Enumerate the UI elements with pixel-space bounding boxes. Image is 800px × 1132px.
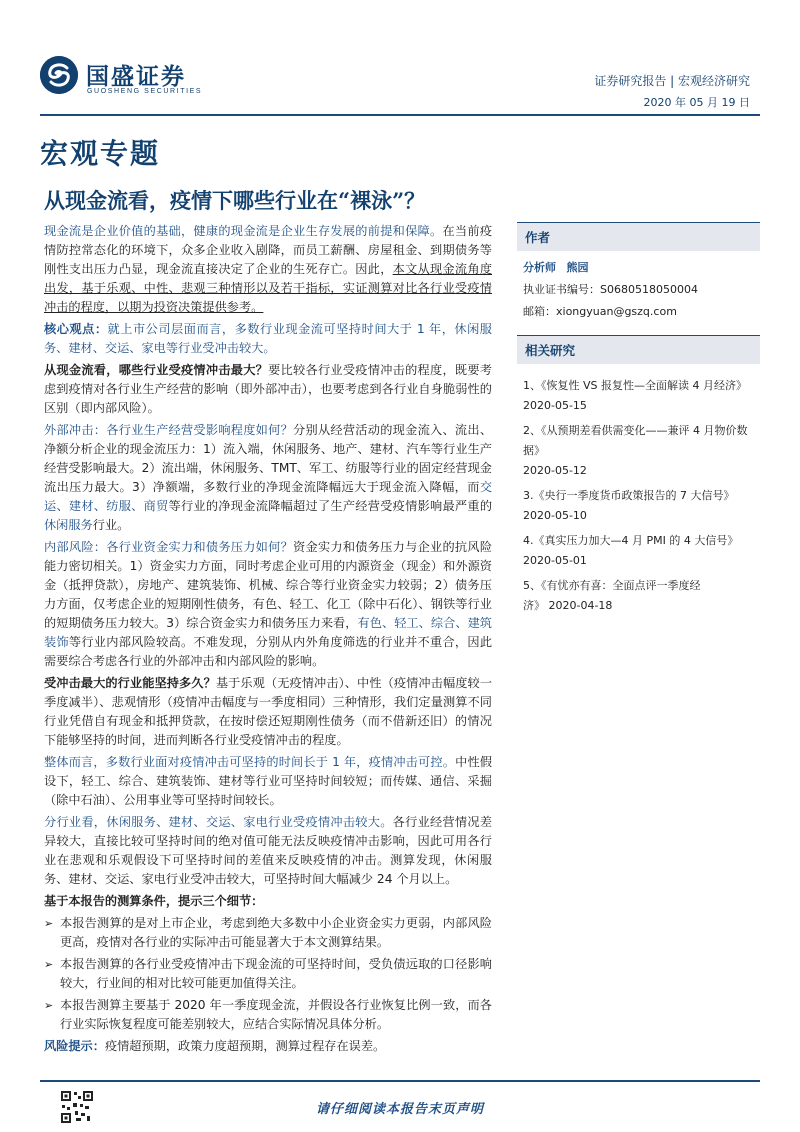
paragraph-2-text-2: 等行业的净现金流降幅超过了生产经营受疫情影响最严重的 <box>168 499 493 513</box>
header-divider <box>40 114 760 116</box>
related-report[interactable] <box>517 531 760 571</box>
footer-divider <box>40 1080 760 1082</box>
arrow-bullet-icon: ➢ <box>44 917 54 930</box>
paragraph-3 <box>44 538 492 671</box>
intro-underlined: 本文从现金流角度出发，基于乐观、中性、悲观三种情形以及若干指标，实证测算对比各行业受疫情冲击的程度，以期为投资决策提供参考。 <box>44 262 493 314</box>
note-text: 本报告测算的是对上市企业，考虑到绝大多数中小企业资金实力更弱，内部风险更高，疫情对各行业的实际冲击可能显著大于本文测算结果。 <box>60 916 492 949</box>
related-heading: 相关研究 <box>517 336 760 364</box>
paragraph-1-text: 要比较各行业受疫情冲击的程度，既要考虑到疫情对各行业生产经营的影响（即外部冲击），也要考虑到各行业自身脆弱性的区别（即内部风险）。 <box>44 363 493 415</box>
related-date: 2020-05-15 <box>523 399 587 412</box>
related-list <box>517 376 760 616</box>
risk-label: 风险提示： <box>44 1039 105 1053</box>
list-item <box>44 996 492 1034</box>
risk-note <box>44 1037 492 1056</box>
paragraph-2-question: 外部冲击：各行业生产经营受影响程度如何？ <box>44 423 294 437</box>
paragraph-4 <box>44 674 492 750</box>
main-content <box>44 222 492 1059</box>
paragraph-3-question: 内部风险：各行业资金实力和债务压力如何？ <box>44 540 294 554</box>
related-title[interactable]: 3.《央行一季度货币政策报告的 7 大信号》 <box>523 489 735 502</box>
cert-label: 执业证书编号： <box>523 283 600 296</box>
paragraph-2-text-3: 行业。 <box>92 518 130 532</box>
related-report[interactable] <box>517 576 760 616</box>
cert-number: S0680518050004 <box>600 283 698 296</box>
related-date: 2020-05-10 <box>523 509 587 522</box>
risk-text: 疫情超预期，政策力度超预期，测算过程存在误差。 <box>104 1039 386 1053</box>
note-text: 本报告测算主要基于 2020 年一季度现金流，并假设各行业恢复比例一致，而各行业实际恢复程度可能差别较大，应结合实际情况具体分析。 <box>60 998 492 1031</box>
core-text: 就上市公司层面而言，多数行业现金流可坚持时间大于 1 年，休闲服务、建材、交运、家电等行业受冲击较大。 <box>44 322 492 355</box>
arrow-bullet-icon: ➢ <box>44 958 54 971</box>
sidebar <box>517 222 760 621</box>
footer-disclaimer: 请仔细阅读本报告末页声明 <box>315 1102 484 1117</box>
paragraph-3-text-2: 等行业内部风险较高。不难发现，分别从内外角度筛选的行业并不重合，因此需要综合考虑各行业的外部冲击和内部风险的影响。 <box>44 635 493 668</box>
paragraph-2-text: 分别从经营活动的现金流入、流出、净额分析企业的现金流压力：1）流入端，休闲服务、地产、建材、汽车等行业生产经营受影响最大。2）流出端，休闲服务、TMT、军工、纺服等行业的固定经营现金流出压力最大。3）净额端，多数行业的净现金流降幅远大于现金流入降幅，而 <box>44 423 493 494</box>
paragraph-6-text: 各行业经营情况差异较大，直接比较可坚持时间的绝对值可能无法反映疫情冲击影响，因此可用各行业在悲观和乐观假设下可坚持时间的差值来反映疫情的冲击。测算发现，休闲服务、建材、交运、家电行业受冲击较大，可坚持时间大幅减少 24 个月以上。 <box>44 815 493 886</box>
related-title[interactable]: 4.《真实压力加大—4 月 PMI 的 4 大信号》 <box>523 534 739 547</box>
paragraph-1-question: 从现金流看，哪些行业受疫情冲击最大？ <box>44 363 269 377</box>
related-report[interactable] <box>517 486 760 526</box>
report-category: 宏观专题 <box>40 137 161 170</box>
email-label: 邮箱： <box>523 305 556 318</box>
paragraph-2 <box>44 421 492 535</box>
analyst-name: 熊园 <box>566 261 589 274</box>
author-heading: 作者 <box>517 223 760 251</box>
logo-text: 国盛证券 <box>86 64 186 90</box>
list-item <box>44 955 492 993</box>
paragraph-2-highlight-2: 休闲服务 <box>44 518 93 532</box>
arrow-bullet-icon: ➢ <box>44 999 54 1012</box>
intro-paragraph <box>44 222 492 317</box>
paragraph-5 <box>44 753 492 810</box>
paragraph-3-text: 资金实力和债务压力与企业的抗风险能力密切相关。1）资金实力方面，同时考虑企业可用的内源资金（现金）和外源资金（抵押贷款），房地产、建筑装饰、机械、综合等行业资金实力较弱；2）债务压力方面，仅考虑企业的短期刚性债务，有色、轻工、化工（除中石化）、钢铁等行业的短期债务压力较大。3）综合资金实力和债务压力来看， <box>44 540 493 630</box>
paragraph-5-highlight: 整体而言，多数行业面对疫情冲击可坚持的时间长于 1 年，疫情冲击可控。 <box>44 755 456 769</box>
paragraph-2-highlight: 交运、建材、纺服、商贸 <box>44 480 492 513</box>
related-date: 2020-05-12 <box>523 464 587 477</box>
report-date: 2020 年 05 月 19 日 <box>643 96 750 109</box>
related-title[interactable]: 1、《恢复性 VS 报复性—全面解读 4 月经济》 <box>523 379 747 392</box>
paragraph-4-text: 基于乐观（无疫情冲击）、中性（疫情冲击幅度较一季度减半）、悲观情形（疫情冲击幅度与一季度相同）三种情形，我们定量测算不同行业凭借自有现金和抵押贷款，在按时偿还短期刚性债务（而不借新还旧）的情况下能够坚持的时间，进而判断各行业受疫情冲击的程度。 <box>44 676 493 747</box>
paragraph-6 <box>44 813 492 889</box>
notes-list <box>44 914 492 1034</box>
report-headline: 从现金流看，疫情下哪些行业在“裸泳”？ <box>44 188 426 213</box>
notes-title: 基于本报告的测算条件，提示三个细节： <box>44 894 264 908</box>
analyst-label: 分析师 <box>523 261 556 274</box>
paragraph-3-highlight: 有色、轻工、综合、建筑装饰 <box>44 616 492 649</box>
note-text: 本报告测算的各行业受疫情冲击下现金流的可坚持时间，受负债远取的口径影响较大，行业间的相对比较可能更加值得关注。 <box>60 957 492 990</box>
paragraph-5-text: 中性假设下，轻工、综合、建筑装饰、建材等行业可坚持时间较短；而传媒、通信、采掘（除中石油）、公用事业等可坚持时间较长。 <box>44 755 493 807</box>
logo-icon <box>40 56 78 94</box>
email-row <box>517 301 760 323</box>
related-report[interactable] <box>517 421 760 481</box>
email-link[interactable]: xiongyuan@gszq.com <box>556 305 677 318</box>
report-type: 证券研究报告 | 宏观经济研究 <box>594 74 750 88</box>
intro-body: 在当前疫情防控常态化的环境下，众多企业收入剧降，而员工薪酬、房屋租金、到期债务等刚性支出压力凸显，现金流直接决定了企业的生死存亡。因此， <box>44 224 493 276</box>
analyst-row <box>517 257 760 279</box>
core-view <box>44 320 492 358</box>
related-title[interactable]: 2、《从预期差看供需变化——兼评 4 月物价数据》 <box>523 424 748 457</box>
core-label: 核心观点： <box>44 322 108 336</box>
paragraph-4-question: 受冲击最大的行业能坚持多久？ <box>44 676 216 690</box>
related-date: 2020-04-18 <box>548 599 613 612</box>
cert-row <box>517 279 760 301</box>
paragraph-6-highlight: 分行业看，休闲服务、建材、交运、家电行业受疫情冲击较大。 <box>44 815 393 829</box>
related-title[interactable]: 5、《有忧亦有喜：全面点评一季度经济》 <box>523 579 701 612</box>
logo-subtext: GUOSHENG SECURITIES <box>87 88 203 95</box>
related-date: 2020-05-01 <box>523 554 587 567</box>
intro-lead: 现金流是企业价值的基础，健康的现金流是企业生存发展的前提和保障。 <box>44 224 443 238</box>
paragraph-1 <box>44 361 492 418</box>
list-item <box>44 914 492 952</box>
related-report[interactable] <box>517 376 760 416</box>
